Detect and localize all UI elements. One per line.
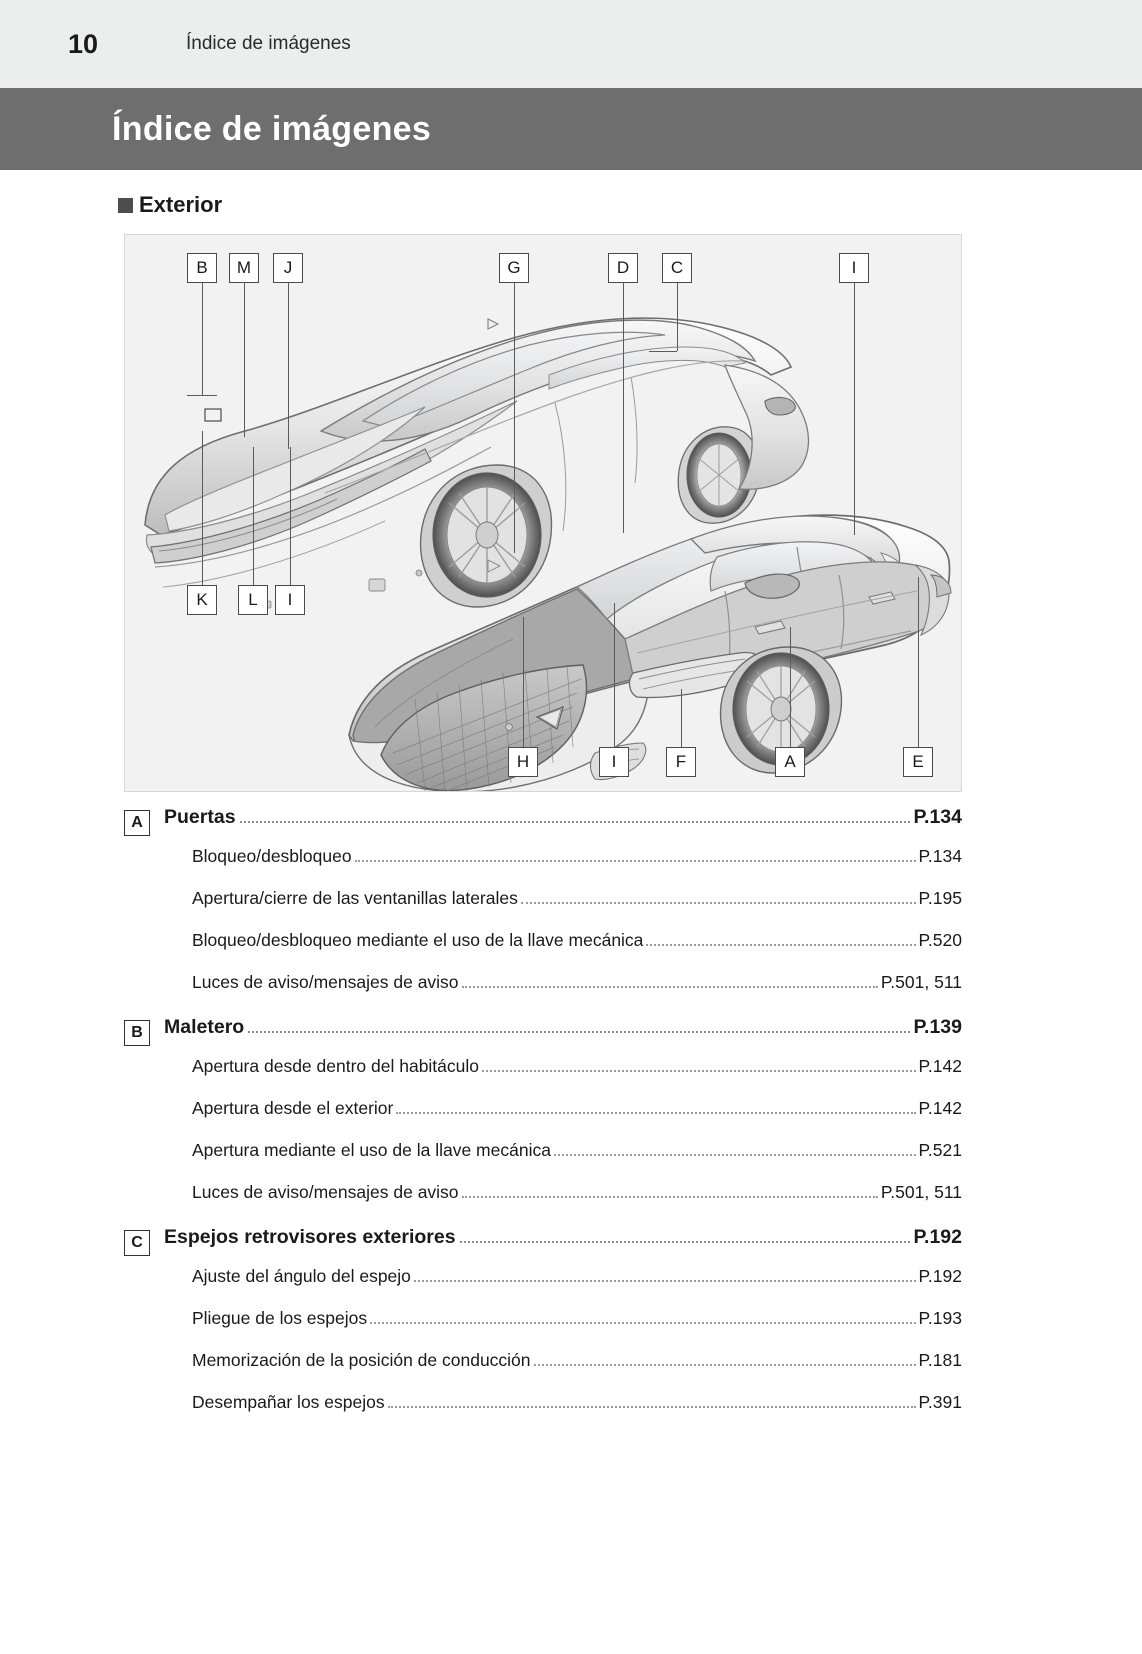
dot-leader bbox=[462, 986, 878, 988]
group-title-a: Puertas bbox=[164, 806, 236, 828]
index-group-b bbox=[124, 1016, 962, 1224]
subentry-page[interactable]: P.520 bbox=[918, 930, 962, 950]
dot-leader bbox=[248, 1031, 909, 1033]
page-header bbox=[0, 0, 1142, 88]
callout-f: F bbox=[666, 747, 696, 777]
leader-line-c-foot bbox=[649, 351, 677, 352]
index-group-head[interactable] bbox=[124, 806, 962, 846]
index-group-c bbox=[124, 1226, 962, 1434]
leader-line-h bbox=[523, 617, 524, 747]
group-page-b[interactable]: P.139 bbox=[913, 1016, 962, 1038]
index-subentry[interactable] bbox=[124, 1056, 962, 1098]
index-subentry[interactable] bbox=[124, 1392, 962, 1434]
group-page-a[interactable]: P.134 bbox=[913, 806, 962, 828]
dot-leader bbox=[370, 1322, 915, 1324]
index-subentry[interactable] bbox=[124, 1098, 962, 1140]
dot-leader bbox=[534, 1364, 916, 1366]
leader-line-m bbox=[244, 283, 245, 437]
subentry-label: Memorización de la posición de conducción bbox=[192, 1350, 531, 1370]
index-group-head[interactable] bbox=[124, 1226, 962, 1266]
leader-line-a bbox=[790, 627, 791, 747]
group-page-c[interactable]: P.192 bbox=[913, 1226, 962, 1248]
subentry-page[interactable]: P.521 bbox=[918, 1140, 962, 1160]
leader-line-g bbox=[514, 283, 515, 553]
dot-leader bbox=[388, 1406, 916, 1408]
index-group-a bbox=[124, 806, 962, 1014]
square-bullet-icon bbox=[118, 198, 133, 213]
group-badge-a: A bbox=[124, 810, 150, 836]
subentry-page[interactable]: P.192 bbox=[918, 1266, 962, 1286]
chapter-title-band bbox=[0, 88, 1142, 170]
subentry-page[interactable]: P.142 bbox=[918, 1056, 962, 1076]
leader-line-e bbox=[918, 577, 919, 747]
dot-leader bbox=[521, 902, 916, 904]
leader-line-j bbox=[288, 283, 289, 449]
subentry-page[interactable]: P.142 bbox=[918, 1098, 962, 1118]
callout-m: M bbox=[229, 253, 259, 283]
subentry-label: Apertura desde el exterior bbox=[192, 1098, 394, 1118]
exterior-illustration-panel bbox=[124, 234, 962, 792]
subentry-page[interactable]: P.501, 511 bbox=[880, 1182, 962, 1202]
callout-i-mid: I bbox=[275, 585, 305, 615]
subentry-label: Luces de aviso/mensajes de aviso bbox=[192, 1182, 459, 1202]
subentry-page[interactable]: P.195 bbox=[918, 888, 962, 908]
dot-leader bbox=[482, 1070, 916, 1072]
page-number: 10 bbox=[68, 28, 99, 59]
subentry-page[interactable]: P.193 bbox=[918, 1308, 962, 1328]
dot-leader bbox=[414, 1280, 916, 1282]
index-subentry[interactable] bbox=[124, 930, 962, 972]
dot-leader bbox=[240, 821, 910, 823]
callout-g: G bbox=[499, 253, 529, 283]
leader-line-i-bottom bbox=[614, 603, 615, 747]
leader-line-c bbox=[677, 283, 678, 351]
index-subentry[interactable] bbox=[124, 1182, 962, 1224]
subentry-label: Pliegue de los espejos bbox=[192, 1308, 368, 1328]
subentry-label: Bloqueo/desbloqueo mediante el uso de la llave mecánica bbox=[192, 930, 644, 950]
leader-line-b-foot bbox=[187, 395, 217, 396]
section-heading bbox=[118, 192, 1142, 218]
index-subentry[interactable] bbox=[124, 1140, 962, 1182]
dot-leader bbox=[554, 1154, 916, 1156]
leader-line-f bbox=[681, 689, 682, 747]
callout-h: H bbox=[508, 747, 538, 777]
subentry-label: Apertura mediante el uso de la llave mecánica bbox=[192, 1140, 551, 1160]
index-subentry[interactable] bbox=[124, 1350, 962, 1392]
dot-leader bbox=[460, 1241, 910, 1243]
leader-line-i-top bbox=[854, 283, 855, 535]
subentry-page[interactable]: P.501, 511 bbox=[880, 972, 962, 992]
leader-line-l bbox=[253, 447, 254, 585]
callout-k: K bbox=[187, 585, 217, 615]
dot-leader bbox=[462, 1196, 878, 1198]
chapter-title: Índice de imágenes bbox=[112, 109, 432, 148]
subentry-page[interactable]: P.134 bbox=[918, 846, 962, 866]
index-entry-list bbox=[124, 806, 962, 1434]
subentry-label: Ajuste del ángulo del espejo bbox=[192, 1266, 411, 1286]
callout-i-bottom: I bbox=[599, 747, 629, 777]
leader-line-b bbox=[202, 283, 203, 395]
section-heading-label: Exterior bbox=[139, 192, 223, 217]
subentry-page[interactable]: P.181 bbox=[918, 1350, 962, 1370]
callout-e: E bbox=[903, 747, 933, 777]
group-badge-c: C bbox=[124, 1230, 150, 1256]
group-title-b: Maletero bbox=[164, 1016, 245, 1038]
index-subentry[interactable] bbox=[124, 1308, 962, 1350]
dot-leader bbox=[355, 860, 916, 862]
subentry-label: Apertura/cierre de las ventanillas laterales bbox=[192, 888, 518, 908]
subentry-page[interactable]: P.391 bbox=[918, 1392, 962, 1412]
index-group-head[interactable] bbox=[124, 1016, 962, 1056]
exterior-car-illustration bbox=[125, 235, 961, 791]
dot-leader bbox=[646, 944, 915, 946]
subentry-label: Desempañar los espejos bbox=[192, 1392, 385, 1412]
subentry-label: Luces de aviso/mensajes de aviso bbox=[192, 972, 459, 992]
callout-d: D bbox=[608, 253, 638, 283]
callout-i-top: I bbox=[839, 253, 869, 283]
index-subentry[interactable] bbox=[124, 1266, 962, 1308]
subentry-label: Apertura desde dentro del habitáculo bbox=[192, 1056, 480, 1076]
group-title-c: Espejos retrovisores exteriores bbox=[164, 1226, 456, 1248]
leader-line-k bbox=[202, 431, 203, 585]
callout-l: L bbox=[238, 585, 268, 615]
index-subentry[interactable] bbox=[124, 846, 962, 888]
subentry-label: Bloqueo/desbloqueo bbox=[192, 846, 352, 866]
callout-b: B bbox=[187, 253, 217, 283]
running-header-title: Índice de imágenes bbox=[186, 33, 351, 54]
callout-j: J bbox=[273, 253, 303, 283]
dot-leader bbox=[396, 1112, 915, 1114]
leader-line-i-mid bbox=[290, 447, 291, 585]
index-subentry[interactable] bbox=[124, 972, 962, 1014]
callout-a: A bbox=[775, 747, 805, 777]
leader-line-d bbox=[623, 283, 624, 533]
index-subentry[interactable] bbox=[124, 888, 962, 930]
group-badge-b: B bbox=[124, 1020, 150, 1046]
callout-c: C bbox=[662, 253, 692, 283]
